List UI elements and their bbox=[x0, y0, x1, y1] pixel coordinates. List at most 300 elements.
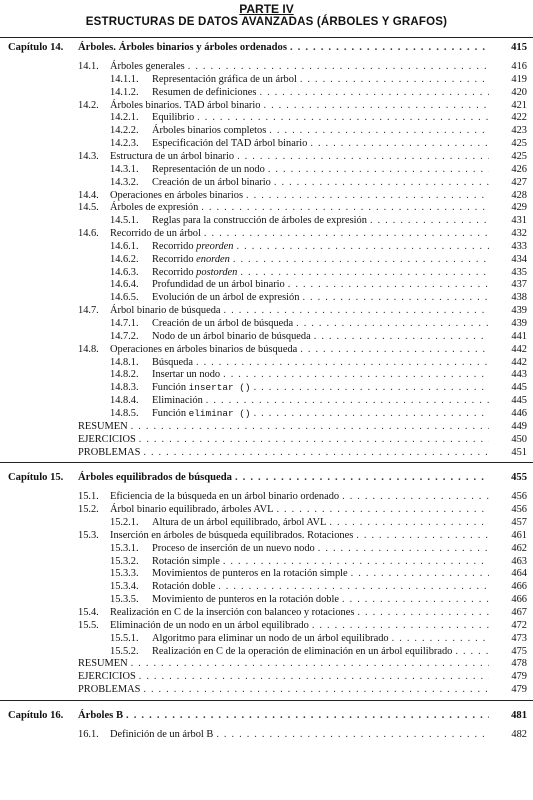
toc-entry-number: 14.4. bbox=[78, 189, 99, 201]
toc-entry-text bbox=[110, 60, 489, 73]
toc-entry-title-text: Árboles de expresión bbox=[110, 202, 199, 214]
toc-entry bbox=[0, 407, 533, 420]
toc-entry-number: Capítulo 14. bbox=[8, 42, 64, 53]
toc-entry-title-text: Eficiencia de la búsqueda en un árbol binario ordenado bbox=[110, 491, 340, 503]
toc-entry-number: 16.1. bbox=[78, 728, 99, 740]
toc-entry-text bbox=[152, 111, 489, 124]
toc-entry-text bbox=[110, 490, 489, 503]
dot-leader bbox=[318, 542, 489, 555]
toc-entry-title-text: Proceso de inserción de un nuevo nodo bbox=[152, 542, 315, 554]
toc-entry-title bbox=[152, 73, 300, 86]
toc-entry-title bbox=[110, 490, 342, 503]
toc-entry-title-text: Árboles B bbox=[78, 709, 124, 721]
toc-entry bbox=[0, 606, 533, 619]
dot-leader bbox=[342, 490, 489, 503]
toc-page-number: 428 bbox=[511, 189, 527, 201]
toc-entry-code: eliminar () bbox=[188, 407, 251, 419]
toc-entry-title-text: Árboles binarios. TAD árbol binario bbox=[110, 99, 261, 111]
toc-entry-title-text: Función bbox=[152, 382, 187, 394]
dot-leader bbox=[240, 266, 489, 279]
dot-leader bbox=[276, 503, 489, 516]
dot-leader bbox=[455, 645, 489, 658]
toc-entry bbox=[0, 73, 533, 86]
toc-entry bbox=[0, 304, 533, 317]
toc-entry-text bbox=[152, 176, 489, 189]
toc-page-number: 479 bbox=[511, 684, 527, 696]
chapter-divider bbox=[0, 700, 533, 701]
dot-leader bbox=[296, 317, 489, 330]
toc-entry-number: 14.1. bbox=[78, 61, 99, 72]
toc-entry-title-text: Algoritmo para eliminar un nodo de un árbol equilibrado bbox=[152, 632, 389, 644]
toc-entry-title-text: Profundidad de un árbol binario bbox=[152, 279, 285, 291]
dot-leader bbox=[392, 632, 489, 645]
toc-page-number: 473 bbox=[511, 632, 527, 644]
toc-entry bbox=[0, 356, 533, 369]
toc-entry bbox=[0, 111, 533, 124]
toc-entry-text bbox=[78, 670, 489, 683]
toc-entry-title bbox=[152, 163, 268, 176]
toc-entry-title bbox=[110, 728, 216, 741]
toc-entry-number: 14.6.2. bbox=[110, 253, 139, 265]
toc-entry bbox=[0, 683, 533, 696]
dot-leader bbox=[342, 593, 489, 606]
toc-entry-number: 14.2.3. bbox=[110, 138, 139, 150]
toc-page-number: 434 bbox=[511, 253, 527, 265]
toc-entry-number: 14.8.2. bbox=[110, 369, 139, 381]
toc-entry bbox=[0, 645, 533, 658]
toc-entry-title-text: RESUMEN bbox=[78, 420, 128, 432]
toc-page-number: 442 bbox=[511, 356, 527, 368]
toc-entry bbox=[0, 446, 533, 459]
toc-entry bbox=[0, 150, 533, 163]
toc-entry-text bbox=[152, 330, 489, 343]
toc-page-number: 456 bbox=[511, 504, 527, 516]
toc-entry-text bbox=[78, 709, 489, 722]
toc-entry bbox=[0, 619, 533, 632]
toc-entry bbox=[0, 632, 533, 645]
toc-entry-title bbox=[110, 99, 263, 112]
toc-entry-title-text: Realización en C de la inserción con balanceo y rotaciones bbox=[110, 607, 355, 618]
toc-page-number: 462 bbox=[511, 542, 527, 554]
toc-entry-text bbox=[152, 632, 489, 645]
toc-entry bbox=[0, 657, 533, 670]
toc-entry-number: 14.1.2. bbox=[110, 86, 139, 98]
toc-entry-number: 14.8.4. bbox=[110, 395, 139, 407]
toc-entry-text bbox=[152, 73, 489, 86]
dot-leader bbox=[216, 728, 489, 741]
toc-page-number: 425 bbox=[511, 138, 527, 150]
toc-entry bbox=[0, 266, 533, 279]
toc-entry bbox=[0, 381, 533, 394]
dot-leader bbox=[269, 124, 489, 137]
toc-entry-title bbox=[152, 567, 351, 580]
toc-page-number: 461 bbox=[511, 529, 527, 541]
dot-leader bbox=[201, 201, 489, 214]
toc-page-number: 437 bbox=[511, 279, 527, 291]
toc-entry bbox=[0, 503, 533, 516]
toc-entry-title bbox=[152, 330, 314, 343]
toc-entry-number: 15.2.1. bbox=[110, 517, 139, 529]
toc-entry-title-text: Resumen de definiciones bbox=[152, 86, 257, 98]
toc-entry-title bbox=[152, 86, 259, 99]
toc-entry-text bbox=[152, 555, 489, 568]
toc-entry-text bbox=[152, 86, 489, 99]
toc-entry-title bbox=[110, 60, 188, 73]
toc-entry bbox=[0, 99, 533, 112]
toc-entry-number: 14.7.2. bbox=[110, 330, 139, 342]
toc-entry-text bbox=[110, 619, 489, 632]
dot-leader bbox=[254, 381, 489, 394]
toc-entry-title-text: Movimientos de punteros en la rotación simple bbox=[152, 568, 348, 580]
toc-entry-number: 14.7.1. bbox=[110, 318, 139, 329]
toc-entry bbox=[0, 330, 533, 343]
toc-entry-title bbox=[110, 606, 357, 619]
toc-entry-number: 14.6.4. bbox=[110, 279, 139, 291]
dot-leader bbox=[357, 606, 489, 619]
toc-entry-title bbox=[152, 555, 223, 568]
toc-entry-text bbox=[152, 137, 489, 150]
toc-entry-text bbox=[152, 381, 489, 394]
toc-page-number: 463 bbox=[511, 555, 527, 567]
toc-entry-text bbox=[152, 394, 489, 407]
toc-entry-title-text: Árboles. Árboles binarios y árboles ordenados bbox=[78, 42, 287, 53]
dot-leader bbox=[143, 683, 489, 696]
toc-entry bbox=[0, 593, 533, 606]
toc-entry-title bbox=[152, 291, 302, 304]
toc-page-number: 449 bbox=[511, 420, 527, 432]
toc-entry-title-text: EJERCICIOS bbox=[78, 433, 136, 445]
toc-entry-text bbox=[152, 317, 489, 330]
toc-entry bbox=[0, 317, 533, 330]
toc-page-number: 466 bbox=[511, 594, 527, 606]
dot-leader bbox=[246, 189, 489, 202]
toc-page-number: 425 bbox=[511, 150, 527, 162]
toc-entry bbox=[0, 433, 533, 446]
toc-entry-title bbox=[152, 240, 237, 253]
toc-page-number: 482 bbox=[511, 728, 527, 740]
toc-entry bbox=[0, 542, 533, 555]
toc-entry bbox=[0, 291, 533, 304]
toc-entry-title bbox=[152, 407, 254, 420]
toc-entry-text bbox=[110, 99, 489, 112]
toc-entry-title-text: Movimiento de punteros en la rotación doble bbox=[152, 594, 339, 606]
toc-entry-title-text: Árboles equilibrados de búsqueda bbox=[78, 472, 232, 484]
toc-entry-title-text: Recorrido bbox=[152, 240, 194, 252]
toc-entry-number: 14.8.5. bbox=[110, 407, 139, 419]
toc-page-number: 441 bbox=[511, 330, 527, 342]
toc-entry-text bbox=[152, 291, 489, 304]
toc-page-number: 445 bbox=[511, 382, 527, 394]
toc-entry bbox=[0, 580, 533, 593]
toc-entry-number: 14.8.1. bbox=[110, 356, 139, 368]
toc-entry-title bbox=[110, 304, 224, 317]
dot-leader bbox=[237, 240, 490, 253]
toc-entry-title-text: Representación de un nodo bbox=[152, 163, 265, 175]
toc-entry-title-text: Definición de un árbol B bbox=[110, 728, 214, 740]
toc-entry-text bbox=[110, 343, 489, 356]
toc-entry-italic: enorden bbox=[196, 253, 230, 265]
toc-entry-title-text: Árboles binarios completos bbox=[152, 125, 267, 137]
toc-entry-number: 14.1.1. bbox=[110, 73, 139, 85]
toc-entry-text bbox=[78, 657, 489, 670]
toc-page-number: 422 bbox=[511, 112, 527, 124]
toc-entry-title-text: Árboles generales bbox=[110, 61, 185, 72]
toc-entry-number: 14.6.5. bbox=[110, 292, 139, 304]
toc-page-number: 426 bbox=[511, 163, 527, 175]
toc-entry-title bbox=[78, 446, 143, 459]
toc-entry bbox=[0, 176, 533, 189]
toc-entry bbox=[0, 253, 533, 266]
toc-entry-title bbox=[152, 516, 329, 529]
toc-entry-title bbox=[110, 150, 237, 163]
toc-entry-number: 15.3.4. bbox=[110, 581, 139, 593]
dot-leader bbox=[302, 291, 489, 304]
toc-entry-number: 14.3.2. bbox=[110, 176, 139, 188]
toc-entry-title-text: Recorrido de un árbol bbox=[110, 228, 201, 240]
toc-entry-title-text: Operaciones en árboles binarios de búsqueda bbox=[110, 343, 298, 355]
toc-page-number: 464 bbox=[511, 568, 527, 580]
toc-page-number: 431 bbox=[511, 215, 527, 227]
toc-entry-number: 15.3.5. bbox=[110, 594, 139, 606]
toc-entry-number: 14.6.1. bbox=[110, 240, 139, 252]
toc-page-number: 445 bbox=[511, 395, 527, 407]
toc-entry-text bbox=[110, 150, 489, 163]
toc-entry-title-text: Árbol binario de búsqueda bbox=[110, 305, 221, 317]
toc-page-number: 479 bbox=[511, 671, 527, 683]
dot-leader bbox=[370, 214, 489, 227]
toc-page-number: 439 bbox=[511, 305, 527, 317]
toc-entry-number: 15.4. bbox=[78, 607, 99, 618]
toc-page-number: 467 bbox=[511, 607, 527, 618]
toc-entry-title-text: Reglas para la construcción de árboles de expresión bbox=[152, 215, 367, 227]
toc-page-number: 457 bbox=[511, 517, 527, 529]
toc-entry-number: 14.8. bbox=[78, 343, 99, 355]
toc-entry-title-text: Rotación doble bbox=[152, 581, 216, 593]
toc-entry-title bbox=[152, 542, 318, 555]
toc-entry-title-text: Inserción en árboles de búsqueda equilibrados. Rotaciones bbox=[110, 529, 354, 541]
toc-page-number: 446 bbox=[511, 407, 527, 419]
toc-page-number: 421 bbox=[511, 99, 527, 111]
toc-entry-text bbox=[152, 240, 489, 253]
dot-leader bbox=[143, 446, 489, 459]
toc-entry bbox=[0, 490, 533, 503]
dot-leader bbox=[290, 41, 489, 54]
toc-entry-number: 15.5.2. bbox=[110, 645, 139, 657]
toc-entry bbox=[0, 394, 533, 407]
toc-entry-title-text: Recorrido bbox=[152, 266, 194, 278]
toc-entry-title bbox=[78, 471, 235, 484]
toc-entry bbox=[0, 189, 533, 202]
toc-entry-title bbox=[78, 709, 126, 722]
toc-entry-title bbox=[78, 657, 131, 670]
toc-entry-text bbox=[152, 266, 489, 279]
toc-entry-text bbox=[110, 728, 489, 741]
toc-page-number: 419 bbox=[511, 73, 527, 85]
toc-entry-text bbox=[152, 645, 489, 658]
toc-page-number: 443 bbox=[511, 369, 527, 381]
dot-leader bbox=[351, 567, 489, 580]
toc-page-number: 435 bbox=[511, 266, 527, 278]
toc-entry-title bbox=[152, 356, 196, 369]
dot-leader bbox=[223, 555, 489, 568]
toc-entry bbox=[0, 227, 533, 240]
toc-entry-title bbox=[152, 176, 274, 189]
toc-entry bbox=[0, 240, 533, 253]
toc-entry-title bbox=[110, 227, 204, 240]
toc-page-number: 450 bbox=[511, 433, 527, 445]
toc-entry-title bbox=[152, 632, 392, 645]
toc-page-number: 438 bbox=[511, 292, 527, 304]
toc-entry-title-text: Evolución de un árbol de expresión bbox=[152, 292, 300, 304]
toc-entry-text bbox=[110, 606, 489, 619]
toc-entry-number: 14.3. bbox=[78, 150, 99, 162]
dot-leader bbox=[197, 111, 489, 124]
toc-entry-text bbox=[152, 356, 489, 369]
dot-leader bbox=[188, 60, 489, 73]
toc-entry bbox=[0, 670, 533, 683]
toc-entry-number: Capítulo 16. bbox=[8, 709, 64, 721]
toc-entry-number: 14.5.1. bbox=[110, 215, 139, 227]
toc-entry-title bbox=[152, 394, 206, 407]
toc-entry-title-text: Equilibrio bbox=[152, 112, 195, 124]
toc-chapter-entry bbox=[0, 41, 533, 54]
toc-entry-title bbox=[152, 278, 288, 291]
toc-entry-title-text: Creación de un árbol de búsqueda bbox=[152, 318, 294, 329]
toc-page-number: 466 bbox=[511, 581, 527, 593]
toc-chapter-entry bbox=[0, 471, 533, 484]
toc-entry bbox=[0, 60, 533, 73]
toc-entry-number: Capítulo 15. bbox=[8, 472, 64, 484]
dot-leader bbox=[223, 368, 489, 381]
toc-entry-text bbox=[152, 567, 489, 580]
toc-entry-number: 14.2.1. bbox=[110, 112, 139, 124]
toc-entry-title bbox=[152, 381, 254, 394]
toc-entry-text bbox=[152, 368, 489, 381]
toc-entry-italic: postorden bbox=[196, 266, 238, 278]
toc-page-number: 475 bbox=[511, 645, 527, 657]
toc-page-number: 442 bbox=[511, 343, 527, 355]
toc-entry bbox=[0, 368, 533, 381]
toc-entry-title-text: Estructura de un árbol binario bbox=[110, 150, 235, 162]
toc-entry bbox=[0, 137, 533, 150]
toc-entry-number: 14.8.3. bbox=[110, 382, 139, 394]
toc-entry-text bbox=[110, 503, 489, 516]
toc-entry-text bbox=[152, 278, 489, 291]
dot-leader bbox=[224, 304, 489, 317]
dot-leader bbox=[131, 657, 489, 670]
toc-entry-text bbox=[152, 214, 489, 227]
toc-page-number: 456 bbox=[511, 491, 527, 503]
toc-entry-title bbox=[78, 420, 131, 433]
toc-entry bbox=[0, 728, 533, 741]
toc-entry-title bbox=[110, 529, 356, 542]
toc-entry-text bbox=[152, 516, 489, 529]
toc-entry-text bbox=[78, 446, 489, 459]
toc-entry-title-text: PROBLEMAS bbox=[78, 446, 141, 458]
toc-entry-title bbox=[152, 317, 296, 330]
toc-entry-title bbox=[152, 253, 233, 266]
toc-page-number: 455 bbox=[511, 472, 527, 484]
toc-entry-title bbox=[78, 433, 139, 446]
toc-entry-number: 15.1. bbox=[78, 491, 99, 503]
toc-entry-title-text: RESUMEN bbox=[78, 658, 128, 670]
toc-entry bbox=[0, 516, 533, 529]
toc-entry-text bbox=[110, 529, 489, 542]
dot-leader bbox=[259, 86, 489, 99]
toc-chapter-entry bbox=[0, 709, 533, 722]
toc-entry bbox=[0, 529, 533, 542]
toc-page-number: 416 bbox=[511, 61, 527, 72]
toc-entry-number: 15.3.1. bbox=[110, 542, 139, 554]
toc-entry-number: 14.3.1. bbox=[110, 163, 139, 175]
toc-entry-text bbox=[78, 433, 489, 446]
dot-leader bbox=[204, 227, 489, 240]
toc-entry-title bbox=[110, 201, 201, 214]
toc-page-number: 427 bbox=[511, 176, 527, 188]
dot-leader bbox=[288, 278, 489, 291]
toc-entry-title bbox=[110, 503, 276, 516]
dot-leader bbox=[233, 253, 489, 266]
toc-entry bbox=[0, 124, 533, 137]
toc-entry-italic: preorden bbox=[196, 240, 234, 252]
toc-entry-number: 15.3.2. bbox=[110, 555, 139, 567]
dot-leader bbox=[218, 580, 489, 593]
toc-entry-text bbox=[152, 593, 489, 606]
toc-entry bbox=[0, 420, 533, 433]
toc-entry bbox=[0, 555, 533, 568]
dot-leader bbox=[126, 709, 489, 722]
toc-page-number: 478 bbox=[511, 658, 527, 670]
toc-entry-title bbox=[152, 580, 218, 593]
toc-page-number: 429 bbox=[511, 202, 527, 214]
toc-page-number: 423 bbox=[511, 125, 527, 137]
dot-leader bbox=[300, 343, 489, 356]
toc-entry bbox=[0, 214, 533, 227]
toc-entry-text bbox=[110, 227, 489, 240]
toc-entry-title-text: Eliminación bbox=[152, 395, 203, 407]
top-rule bbox=[0, 37, 533, 38]
toc-entry-text bbox=[78, 683, 489, 696]
dot-leader bbox=[237, 150, 489, 163]
part-title: ESTRUCTURAS DE DATOS AVANZADAS (ÁRBOLES Y GRAFOS) bbox=[85, 16, 448, 28]
toc-entry-title bbox=[152, 111, 197, 124]
dot-leader bbox=[263, 99, 489, 112]
toc-entry-text bbox=[152, 580, 489, 593]
toc-entry-title-text: Rotación simple bbox=[152, 555, 220, 567]
dot-leader bbox=[139, 433, 489, 446]
toc-entry bbox=[0, 343, 533, 356]
toc-entry bbox=[0, 567, 533, 580]
toc-entry-text bbox=[152, 124, 489, 137]
toc-entry-number: 15.5. bbox=[78, 619, 99, 631]
dot-leader bbox=[312, 619, 489, 632]
dot-leader bbox=[314, 330, 489, 343]
toc-entry-text bbox=[78, 41, 489, 54]
toc-entry bbox=[0, 278, 533, 291]
toc-entry-title bbox=[152, 593, 342, 606]
toc-entry-title bbox=[110, 189, 246, 202]
toc-entry-title-text: Recorrido bbox=[152, 253, 194, 265]
toc-entry-title bbox=[152, 368, 223, 381]
toc-entry-title bbox=[110, 619, 312, 632]
toc-entry-title-text: Altura de un árbol equilibrado, árbol AVL bbox=[152, 517, 327, 529]
toc-page-number: 432 bbox=[511, 228, 527, 240]
toc-entry-title-text: Especificación del TAD árbol binario bbox=[152, 138, 308, 150]
toc-entry-number: 14.6. bbox=[78, 228, 99, 240]
dot-leader bbox=[329, 516, 489, 529]
toc-entry-title bbox=[152, 266, 240, 279]
toc-entry-title-text: Árbol binario equilibrado, árboles AVL bbox=[110, 504, 274, 516]
